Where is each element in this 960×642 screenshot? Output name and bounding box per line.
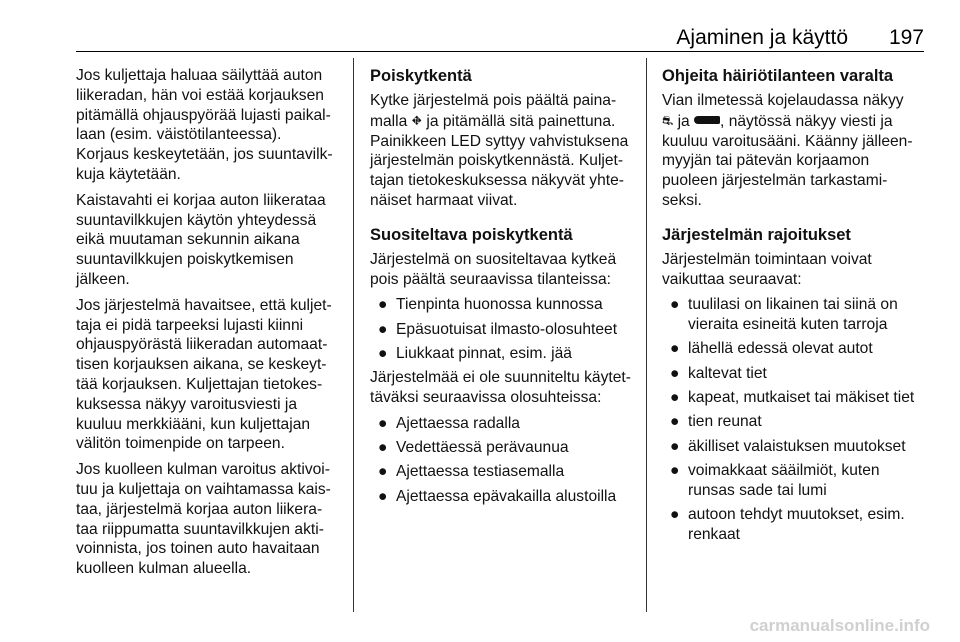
column-2 <box>370 66 638 511</box>
list-item <box>662 505 930 545</box>
watermark: carmanualsonline.info <box>749 616 930 635</box>
bullet-icon: ● <box>378 344 388 362</box>
column-3 <box>662 66 930 549</box>
bullet-list <box>370 414 638 507</box>
column-1 <box>76 66 348 585</box>
list-item <box>662 364 930 384</box>
list-item <box>662 388 930 408</box>
paragraph: Kaistavahti ei korjaa auton liikerataa suuntavilkkujen käytön yhteydessä eikä muutaman sekunnin aikana suuntavilkkujen poiskytkemisen jälkeen. <box>76 191 326 288</box>
text-run: ja pitämällä sitä painettuna. Painikkeen LED syttyy vahvistuksena järjestelmän poiskytkennästä. Kuljet‐ tajan tietokeskuksessa näkyvät yhte‐ näiset harmaat viivat. <box>370 112 629 209</box>
list-item-text: Ajettaessa radalla <box>396 414 520 432</box>
bullet-icon: ● <box>378 487 388 505</box>
list-item <box>662 295 930 335</box>
text-run: ja <box>673 112 695 130</box>
list-item-text: voimakkaat sääilmiöt, kuten runsas sade tai lumi <box>688 461 880 499</box>
bullet-icon: ● <box>378 463 388 481</box>
bullet-icon: ● <box>670 389 680 407</box>
text-run: Kytke järjestelmä pois päältä paina‐ malla <box>370 92 617 130</box>
list-item-text: lähellä edessä olevat autot <box>688 340 873 358</box>
bullet-icon: ● <box>378 414 388 432</box>
bullet-icon: ● <box>670 340 680 358</box>
bullet-icon: ● <box>378 320 388 338</box>
paragraph: Jos järjestelmä havaitsee, että kuljet‐ taja ei pidä tarpeeksi lujasti kiinni ohjauspyörästä liikeradan automaat‐ tisen korjauksen aikana, se keskeyt‐ tää korjauksen. Kuljettajan tietokes‐ kuksessa näkyy varoitusviesti ja kuuluu merkkiääni, kun kuljettajan välitön toimenpide on tarpeen. <box>76 296 332 453</box>
list-item-text: autoon tehdyt muutokset, esim. renkaat <box>688 506 905 543</box>
text-run: Vian ilmetessä kojelaudassa näkyy <box>662 92 904 109</box>
paragraph <box>662 91 930 211</box>
paragraph: Jos kuolleen kulman varoitus aktivoi‐ tuu ja kuljettaja on vaihtamassa kais‐ taa, järjestelmä korjaa auton liikera‐ taa riippumatta suuntavilkkujen akti‐ voinnista, jos toinen auto havaitaan kuolleen kulman alueella. <box>76 461 331 578</box>
paragraph: Järjestelmä on suositeltavaa kytkeä pois päältä seuraavissa tilanteissa: <box>370 250 617 288</box>
list-item <box>370 462 638 482</box>
list-item-text: tuulilasi on likainen tai siinä on vieraita esineitä kuten tarroja <box>688 296 898 334</box>
bullet-icon: ● <box>670 461 680 479</box>
bullet-icon: ● <box>378 296 388 314</box>
list-item <box>370 414 638 434</box>
header-divider <box>76 51 924 52</box>
section-heading: Ohjeita häiriötilanteen varalta <box>662 67 894 85</box>
lane-keep-button-icon: ⛖ <box>411 112 423 128</box>
column-divider-2 <box>646 58 647 612</box>
bullet-icon: ● <box>670 506 680 524</box>
list-item <box>662 339 930 359</box>
paragraph: Järjestelmän toimintaan voivat vaikuttaa seuraavat: <box>662 250 872 288</box>
bullet-list <box>662 295 930 544</box>
list-item <box>370 487 638 507</box>
list-item <box>662 437 930 457</box>
list-item-text: kapeat, mutkaiset tai mäkiset tiet <box>688 389 915 407</box>
list-item-text: Epäsuotuisat ilmasto-olosuhteet <box>396 320 618 338</box>
list-item-text: tien reunat <box>688 413 762 431</box>
paragraph: Järjestelmää ei ole suunniteltu käytet‐ täväksi seuraavissa olosuhteissa: <box>370 369 631 407</box>
bullet-icon: ● <box>670 296 680 314</box>
list-item-text: Ajettaessa testiasemalla <box>396 463 565 481</box>
section-heading: Poiskytkentä <box>370 67 472 85</box>
list-item <box>370 320 638 340</box>
lane-departure-indicator-icon: ⛐ <box>662 112 674 128</box>
page-header <box>0 0 960 56</box>
text-run: , näytössä näkyy viesti ja kuuluu varoitusääni. Käänny jälleen‐ myyjän tai pätevän korjaamon puoleen järjestelmän tarkastami‐ seksi. <box>662 112 913 209</box>
bullet-icon: ● <box>378 439 388 457</box>
bullet-list <box>370 295 638 363</box>
column-divider-1 <box>353 58 354 612</box>
list-item <box>370 438 638 458</box>
list-item <box>370 344 638 364</box>
page-title: Ajaminen ja käyttö <box>676 26 848 49</box>
section-heading: Suositeltava poiskytkentä <box>370 225 573 244</box>
bullet-icon: ● <box>670 437 680 455</box>
list-item-text: kaltevat tiet <box>688 364 767 382</box>
list-item <box>662 461 930 501</box>
list-item-text: Tienpinta huonossa kunnossa <box>396 296 603 314</box>
list-item-text: äkilliset valaistuksen muutokset <box>688 437 906 455</box>
lane-keep-assist-indicator-icon <box>694 116 720 124</box>
list-item-text: Liukkaat pinnat, esim. jää <box>396 344 572 362</box>
list-item-text: Ajettaessa epävakailla alustoilla <box>396 487 617 505</box>
paragraph <box>370 91 638 211</box>
bullet-icon: ● <box>670 413 680 431</box>
list-item-text: Vedettäessä perävaunua <box>396 439 569 457</box>
paragraph: Jos kuljettaja haluaa säilyttää auton liikeradan, hän voi estää korjauksen pitämällä ohjauspyörää lujasti paikal‐ laan (esim. väistötilanteessa). Korjaus keskeytetään, jos suuntavilk‐ kuja käytetään. <box>76 67 333 183</box>
page-number: 197 <box>888 26 924 49</box>
section-heading: Järjestelmän rajoitukset <box>662 225 851 244</box>
list-item <box>370 295 638 315</box>
bullet-icon: ● <box>670 364 680 382</box>
list-item <box>662 412 930 432</box>
